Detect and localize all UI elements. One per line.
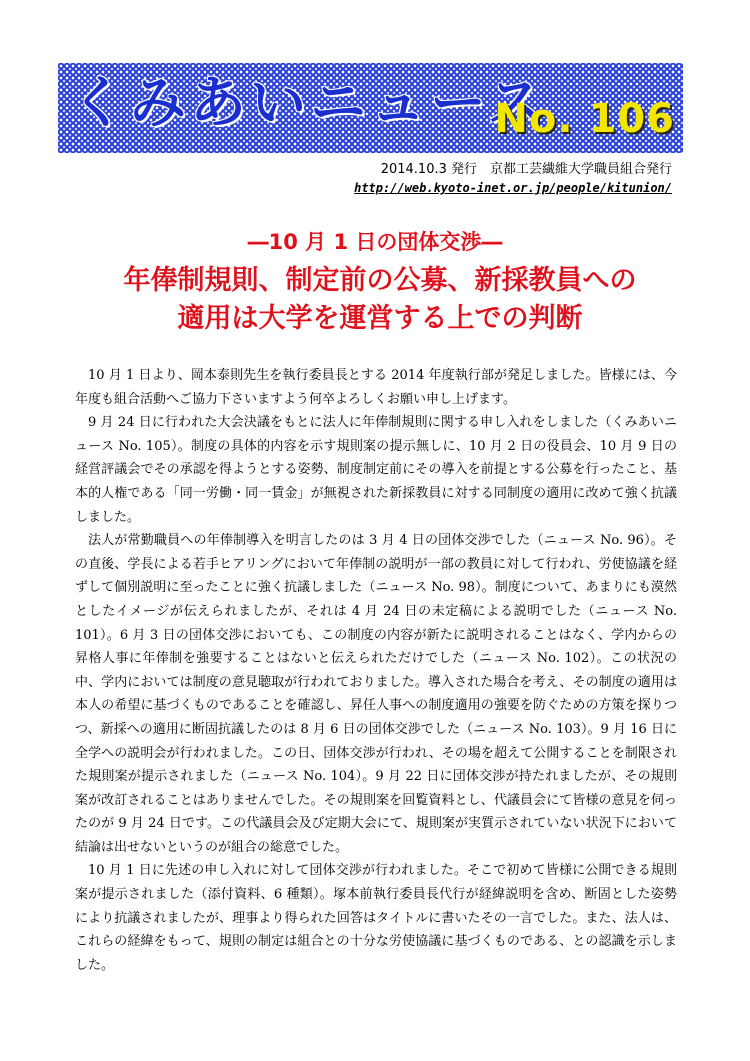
paragraph: 10 月 1 日より、岡本泰則先生を執行委員長とする 2014 年度執行部が発足しました。皆様には、今年度も組合活動へご協力下さいますよう何卒よろしくお願い申し上げます。 — [75, 368, 677, 407]
paragraph: 10 月 1 日に先述の申し入れに対して団体交渉が行われました。そこで初めて皆様に公開できる規則案が提示されました（添付資料、6 種類）。塚本前執行委員長代行が経緯説明を含め、断固とした姿勢により抗議されましたが、理事より得られた回答はタイトルに書いたその一言でした。また、法人は、これらの経緯をもって、規則の制定は組合との十分な労使協議に基づくものである、との認識を示しました。 — [75, 863, 677, 973]
publish-date-line: 2014.10.3 発行 京都工芸繊維大学職員組合発行 — [380, 162, 672, 177]
publication-info — [354, 160, 672, 198]
article-body — [75, 364, 677, 977]
issue-number: No. 106 — [494, 96, 675, 142]
masthead-banner — [58, 63, 683, 153]
paragraph: 9 月 24 日に行われた大会決議をもとに法人に年俸制規則に関する申し入れをしました（くみあいニュース No. 105）。制度の具体的内容を示す規則案の提示無しに、10 月 2 日の役員会、10 月 9 日の経営評議会でその承認を得ようとする姿勢、制度制定前にその導入を前提とする公募を行ったこと、基本的人権である「同一労働・同一賃金」が無視された新採教員に対する同制度の適用に改めて強く抗議しました。 — [75, 415, 677, 525]
union-website-link[interactable]: http://web.kyoto-inet.or.jp/people/kitunion/ — [354, 181, 672, 195]
paragraph: 法人が常勤職員への年俸制導入を明言したのは 3 月 4 日の団体交渉でした（ニュース No. 96）。その直後、学長による若手ヒアリングにおいて年俸制の説明が一部の教員に対して行われ、労使協議を経ずして個別説明に至ったことに強く抗議しました（ニュース No. 98）。制度について、あまりにも漠然としたイメージが伝えられましたが、それは 4 月 24 日の未定稿による説明でした（ニュース No. 101）。6 月 3 日の団体交渉においても、この制度の内容が新たに説明されることはなく、学内からの昇格人事に年俸制を強要することはないと伝えられただけでした（ニュース No. 102）。この状況の中、学内においては制度の意見聴取が行われておりました。導入された場合を考え、その制度の適用は本人の希望に基づくものであることを確認し、昇任人事への制度適用の強要を防ぐための方策を探りつつ、新採への適用に断固抗議したのは 8 月 6 日の団体交渉でした（ニュース No. 103）。9 月 16 日に全学への説明会が行われました。この日、団体交渉が行われ、その場を超えて公開することを制限された規則案が提示されました（ニュース No. 104）。9 月 22 日に団体交渉が持たれましたが、その規則案が改訂されることはありませんでした。その規則案を回覧資料とし、代議員会にて皆様の意見を伺ったのが 9 月 24 日です。この代議員会及び定期大会にて、規則案が実質示されていない状況下において結論は出せないというのが組合の総意でした。 — [75, 533, 677, 855]
article-subhead: ―10 月 1 日の団体交渉― — [247, 230, 503, 254]
newsletter-title: くみあいニュース — [70, 71, 548, 136]
headline-line-2: 適用は大学を運営する上での判断 — [177, 303, 583, 334]
headline-line-1: 年俸制規則、制定前の公募、新採教員への — [123, 265, 637, 296]
article-headline — [60, 262, 700, 338]
